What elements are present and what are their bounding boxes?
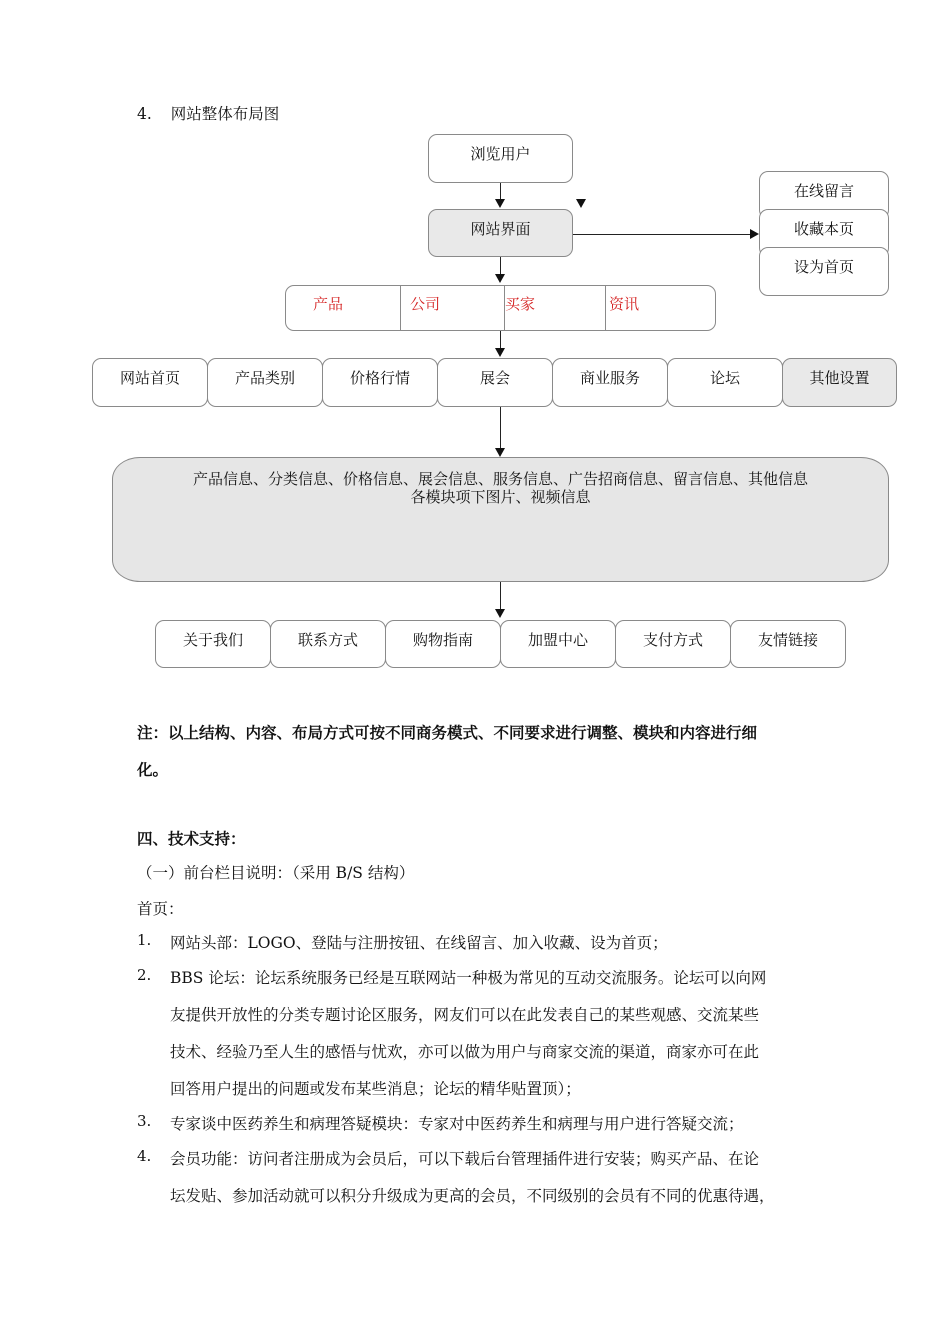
content-line-1: 产品信息、分类信息、价格信息、展会信息、服务信息、广告招商信息、留言信息、其他信息 — [192, 470, 808, 488]
nav-item-other-settings: 其他设置 — [782, 358, 897, 407]
footer-item-about: 关于我们 — [155, 620, 271, 668]
list-item-line: 技术、经验乃至人生的感悟与忧欢，亦可以做为用户与商家交流的渠道，商家亦可在此 — [170, 1043, 760, 1061]
section-heading-number: 4. — [137, 105, 152, 123]
browse-user-box: 浏览用户 — [428, 134, 573, 183]
section-heading — [137, 102, 279, 124]
list-item-line: BBS 论坛：论坛系统服务已经是互联网站一种极为常见的互动交流服务。论坛可以向网 — [170, 969, 767, 987]
nav-item-business-service: 商业服务 — [552, 358, 668, 407]
side-option-bookmark: 收藏本页 — [759, 209, 889, 257]
stray-arrow-icon — [576, 199, 586, 208]
content-line-2: 各模块项下图片、视频信息 — [410, 488, 591, 506]
footer-item-franchise: 加盟中心 — [500, 620, 616, 668]
list-item-line: 回答用户提出的问题或发布某些消息；论坛的精华贴置顶）； — [170, 1080, 581, 1098]
footer-item-links: 友情链接 — [730, 620, 846, 668]
category-bar — [285, 285, 716, 331]
footer-item-shopping-guide: 购物指南 — [385, 620, 501, 668]
list-number: 2. — [137, 966, 152, 984]
homepage-label: 首页： — [137, 900, 184, 918]
section-title-tech-support: 四、技术支持： — [137, 829, 246, 848]
list-item-line: 网站头部：LOGO、登陆与注册按钮、在线留言、加入收藏、设为首页； — [170, 934, 668, 952]
side-option-set-homepage: 设为首页 — [759, 247, 889, 296]
section-heading-text: 网站整体布局图 — [170, 105, 280, 123]
category-product: 产品 — [313, 295, 344, 313]
category-buyer: 买家 — [505, 295, 536, 313]
list-number: 1. — [137, 931, 152, 949]
list-item-line: 会员功能：访问者注册成为会员后，可以下载后台管理插件进行安装；购买产品、在论 — [170, 1150, 760, 1168]
category-company: 公司 — [410, 295, 441, 313]
footer-item-contact: 联系方式 — [270, 620, 386, 668]
footer-item-payment: 支付方式 — [615, 620, 731, 668]
site-ui-box: 网站界面 — [428, 209, 573, 257]
nav-item-home: 网站首页 — [92, 358, 208, 407]
list-item-line: 坛发贴、参加活动就可以积分升级成为更高的会员，不同级别的会员有不同的优惠待遇， — [170, 1187, 775, 1205]
content-block — [112, 457, 889, 582]
note-line-2: 化。 — [137, 760, 169, 779]
nav-item-price: 价格行情 — [322, 358, 438, 407]
list-number: 3. — [137, 1112, 152, 1130]
note-line-1: 注：以上结构、内容、布局方式可按不同商务模式、不同要求进行调整、模块和内容进行细 — [137, 723, 758, 742]
list-number: 4. — [137, 1147, 152, 1165]
category-news: 资讯 — [609, 295, 640, 313]
list-item-line: 友提供开放性的分类专题讨论区服务，网友们可以在此发表自己的某些观感、交流某些 — [170, 1006, 760, 1024]
sub-heading: （一）前台栏目说明：（采用 B/S 结构） — [137, 864, 415, 882]
list-item-line: 专家谈中医药养生和病理答疑模块：专家对中医药养生和病理与用户进行答疑交流； — [170, 1115, 744, 1133]
side-option-online-message: 在线留言 — [759, 171, 889, 219]
nav-item-forum: 论坛 — [667, 358, 783, 407]
nav-item-exhibition: 展会 — [437, 358, 553, 407]
nav-item-product-category: 产品类别 — [207, 358, 323, 407]
